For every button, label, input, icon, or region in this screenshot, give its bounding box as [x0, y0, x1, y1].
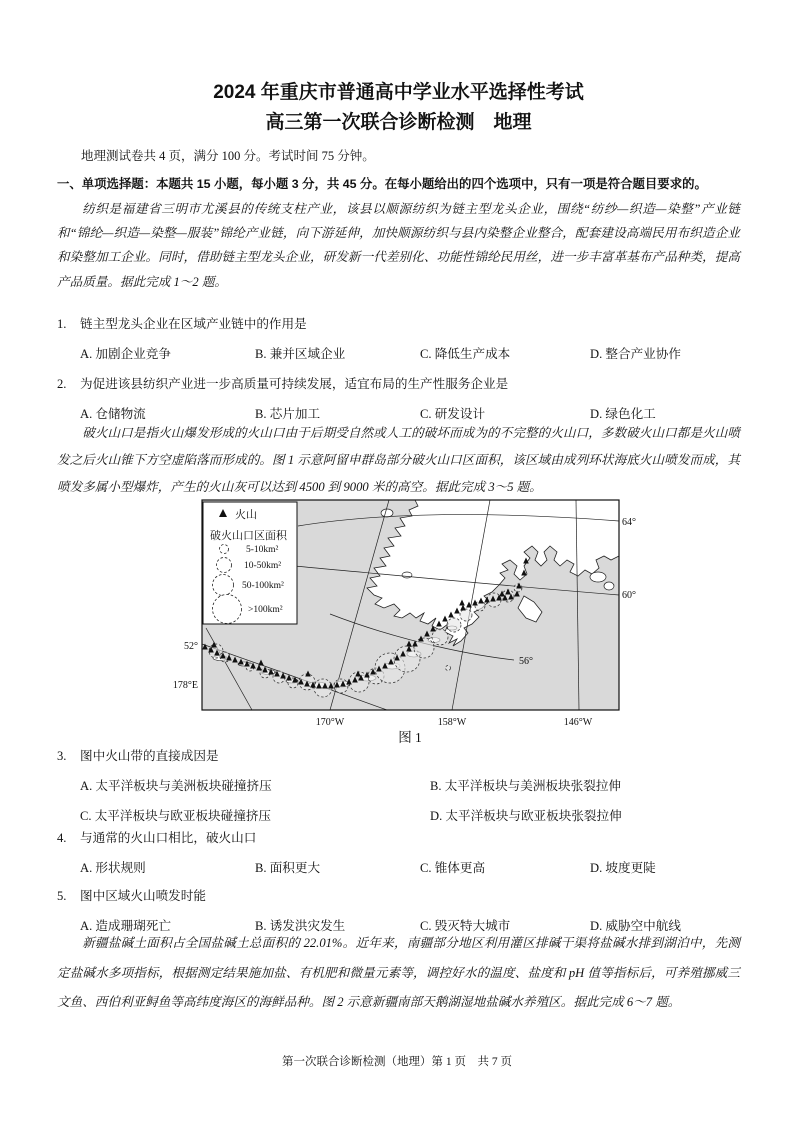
label-lat-64: 64°: [622, 517, 636, 528]
caldera-circle: [414, 638, 434, 658]
label-lon-158w: 158°W: [437, 717, 467, 728]
question-3: [57, 741, 740, 831]
figure-caption: 图 1: [398, 730, 422, 745]
passage-xinjiang: 新疆盐碱土面积占全国盐碱土总面积的 22.01%。近年来，南疆部分地区利用灌区排碱干渠将盐碱水排到湖泊中，先测定盐碱水多项指标，根据测定结果施加盐、有机肥和微量元素等，调控好水的温度、盐度和 pH 值等指标后，可养殖挪威三文鱼、西伯利亚鲟鱼等高纬度海区的海鲜品种。图 2 示意新疆南部天鹅湖湿地盐碱水养殖区。据此完成 6～7 题。: [57, 936, 740, 1009]
passage-caldera: 破火山口是指火山爆发形成的火山口由于后期受自然或人工的破坏而成为的不完整的火山口，多数破火山口都是火山喷发之后火山锥下方空虚陷落而形成的。图 1 示意阿留申群岛部分破火山口区面积，该区域由成列环状海底火山喷发而成，其喷发多属小型爆炸，产生的火山灰可以达到 4500 到 9000 米的高空。据此完成 3～5 题。: [57, 426, 740, 494]
question-number: 5.: [57, 889, 67, 903]
map-island: [381, 509, 393, 517]
label-lon-146w: 146°W: [563, 717, 593, 728]
option-d: D. 威胁空中航线: [590, 919, 681, 933]
caldera-circle: [447, 618, 461, 632]
caldera-circle: [446, 666, 451, 671]
legend-size-2: 10-50km²: [244, 561, 282, 571]
question-stem: 图中区域火山喷发时能: [80, 889, 206, 903]
page-subtitle: 高三第一次联合诊断检测 地理: [265, 112, 532, 133]
label-lon-178e: 178°E: [172, 680, 198, 691]
option-c: C. 降低生产成本: [420, 347, 511, 361]
option-b: B. 面积更大: [255, 861, 321, 875]
map-island: [604, 582, 614, 590]
option-d: D. 绿色化工: [590, 407, 656, 421]
caldera-circle: [460, 609, 472, 621]
figure-1-map: [162, 498, 642, 746]
option-d: D. 坡度更陡: [590, 861, 656, 875]
map-legend: [203, 502, 297, 624]
option-d: D. 整合产业协作: [590, 347, 681, 361]
passage-textile: 纺织是福建省三明市尤溪县的传统支柱产业，该县以顺源纺织为链主型龙头企业，围绕“纺纱—织造—染整”产业链和“锦纶—织造—染整—服装”锦纶产业链，向下游延伸，加快顺源纺织与县内染整企业整合，配套建设高端民用布织造企业和染整加工企业。同时，借助链主型龙头企业，研发新一代差别化、功能性锦纶民用丝，进一步丰富革基布产品种类，提高产品质量。据此完成 1～2 题。: [57, 202, 740, 289]
legend-size-1: 5-10km²: [246, 545, 279, 555]
label-lat-60: 60°: [622, 590, 636, 601]
legend-area-title: 破火山口区面积: [210, 530, 287, 542]
question-4: [57, 823, 740, 883]
option-a: A. 造成珊瑚死亡: [80, 919, 171, 933]
question-number: 3.: [57, 749, 67, 763]
section-header: 一、单项选择题：本题共 15 小题，每小题 3 分，共 45 分。在每小题给出的四个选项中，只有一项是符合题目要求的。: [57, 177, 707, 191]
map-island: [590, 572, 606, 582]
question-stem: 图中火山带的直接成因是: [80, 749, 219, 763]
page-title: 2024 年重庆市普通高中学业水平选择性考试: [213, 82, 584, 103]
option-c: C. 研发设计: [420, 407, 486, 421]
label-lat-52: 52°: [184, 641, 198, 652]
legend-size-4: >100km²: [248, 605, 283, 615]
option-b: B. 太平洋板块与美洲板块张裂拉伸: [430, 779, 622, 793]
question-number: 4.: [57, 831, 67, 845]
option-a: A. 形状规则: [80, 861, 146, 875]
option-a: A. 仓储物流: [80, 407, 146, 421]
option-d: D. 太平洋板块与欧亚板块张裂拉伸: [430, 809, 622, 823]
option-b: B. 兼并区域企业: [255, 347, 346, 361]
option-c: C. 毁灭特大城市: [420, 919, 511, 933]
question-number: 1.: [57, 317, 67, 331]
aleutian-map: [162, 498, 642, 746]
question-stem: 为促进该县纺织产业进一步高质量可持续发展，适宜布局的生产性服务企业是: [80, 377, 509, 391]
legend-volcano-label: 火山: [235, 509, 257, 521]
option-a: A. 加剧企业竞争: [80, 347, 171, 361]
option-c: C. 太平洋板块与欧亚板块碰撞挤压: [80, 809, 272, 823]
label-lat-56: 56°: [519, 656, 533, 667]
question-stem: 链主型龙头企业在区域产业链中的作用是: [80, 317, 307, 331]
page-footer: 第一次联合诊断检测（地理）第 1 页 共 7 页: [282, 1056, 512, 1068]
label-lon-170w: 170°W: [315, 717, 345, 728]
question-1: [57, 309, 740, 369]
option-b: B. 芯片加工: [255, 407, 321, 421]
question-stem: 与通常的火山口相比，破火山口: [80, 831, 257, 845]
exam-info: 地理测试卷共 4 页，满分 100 分。考试时间 75 分钟。: [81, 149, 375, 163]
legend-size-3: 50-100km²: [242, 581, 284, 591]
option-b: B. 诱发洪灾发生: [255, 919, 346, 933]
option-c: C. 锥体更高: [420, 861, 486, 875]
question-number: 2.: [57, 377, 67, 391]
option-a: A. 太平洋板块与美洲板块碰撞挤压: [80, 779, 272, 793]
